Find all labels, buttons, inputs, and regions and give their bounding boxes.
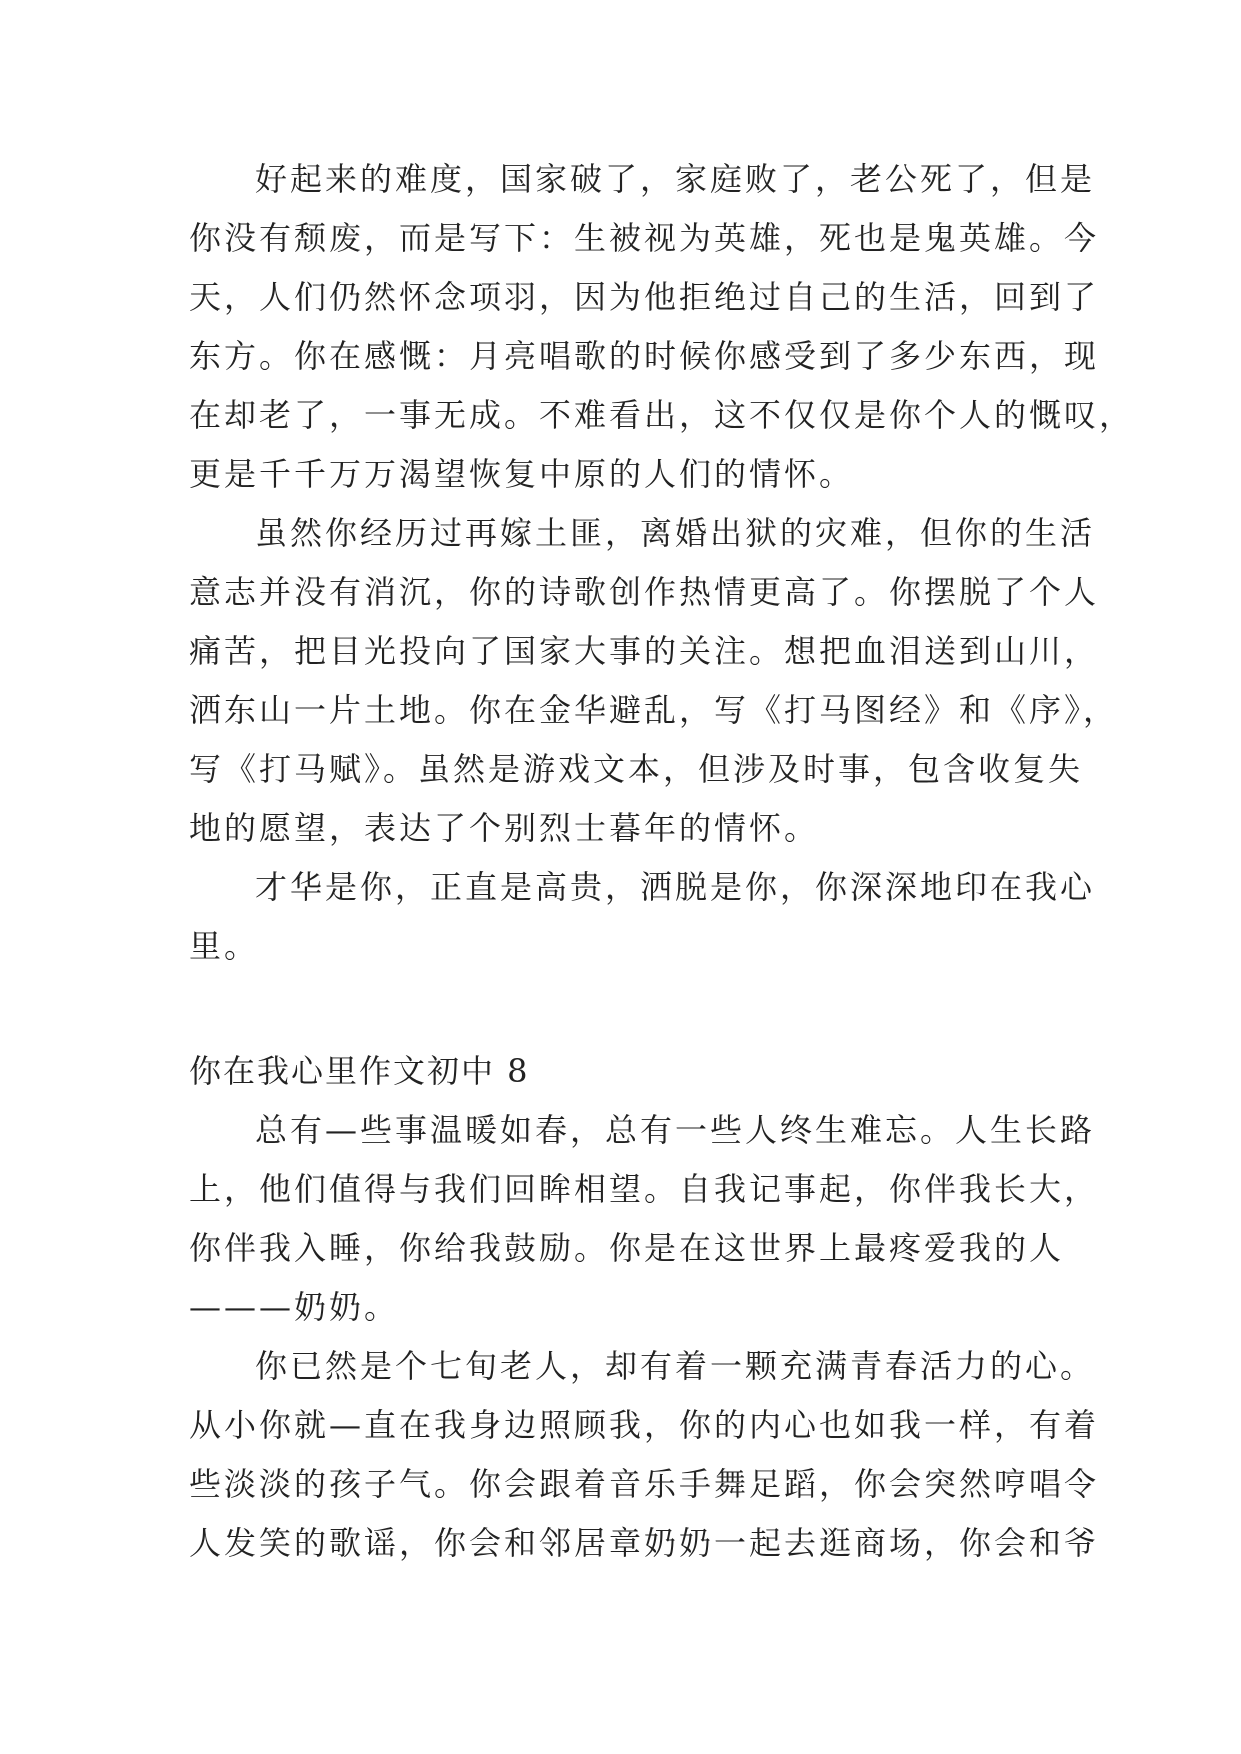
paragraph [189,858,1096,976]
section-title: 你在我心里作文初中 8 [189,1052,530,1090]
text-line: 从小你就—直在我身边照顾我，你的内心也如我一样，有着 [189,1406,1100,1444]
text-line: 写《打马赋》。虽然是游戏文本，但涉及时事，包含收复失 [189,750,1084,788]
text-line: 里。 [189,927,260,965]
text-line: 你已然是个七旬老人，却有着一颗充满青春活力的心。 [255,1347,1096,1385]
text-line: 洒东山一片土地。你在金华避乱，写《打马图经》和《序》， [189,691,1119,729]
text-line: 总有—些事温暖如春，总有一些人终生难忘。人生长路 [255,1111,1096,1149]
text-line: 上，他们值得与我们回眸相望。自我记事起，你伴我长大， [189,1170,1100,1208]
text-line: 天，人们仍然怀念项羽，因为他拒绝过自己的生活，回到了 [189,278,1100,316]
text-line: 东方。你在感慨：月亮唱歌的时候你感受到了多少东西，现 [189,337,1100,375]
text-line: 人发笑的歌谣，你会和邻居章奶奶一起去逛商场，你会和爷 [189,1524,1100,1562]
text-line: 更是千千万万渴望恢复中原的人们的情怀。 [189,455,855,493]
text-line: 才华是你，正直是高贵，洒脱是你，你深深地印在我心 [255,868,1096,906]
text-line: 意志并没有消沉，你的诗歌创作热情更高了。你摆脱了个人 [189,573,1100,611]
paragraph [189,150,1135,504]
section-spacer [189,976,1059,1042]
text-line: 你伴我入睡，你给我鼓励。你是在这世界上最疼爱我的人 [189,1229,1065,1267]
document-page [189,150,1135,1573]
text-line: 地的愿望，表达了个别烈士暮年的情怀。 [189,809,820,847]
text-line: ———奶奶。 [189,1288,400,1326]
text-line: 些淡淡的孩子气。你会跟着音乐手舞足蹈，你会突然哼唱令 [189,1465,1100,1503]
text-line: 痛苦，把目光投向了国家大事的关注。想把血泪送到山川， [189,632,1100,670]
text-line: 你没有颓废，而是写下：生被视为英雄，死也是鬼英雄。今 [189,219,1100,257]
paragraph [189,504,1119,858]
text-line: 好起来的难度，国家破了，家庭败了，老公死了，但是 [255,160,1096,198]
text-line: 在却老了，一事无成。不难看出，这不仅仅是你个人的慨叹， [189,396,1135,434]
paragraph [189,1337,1100,1573]
paragraph [189,1101,1100,1337]
text-line: 虽然你经历过再嫁土匪，离婚出狱的灾难，但你的生活 [255,514,1096,552]
